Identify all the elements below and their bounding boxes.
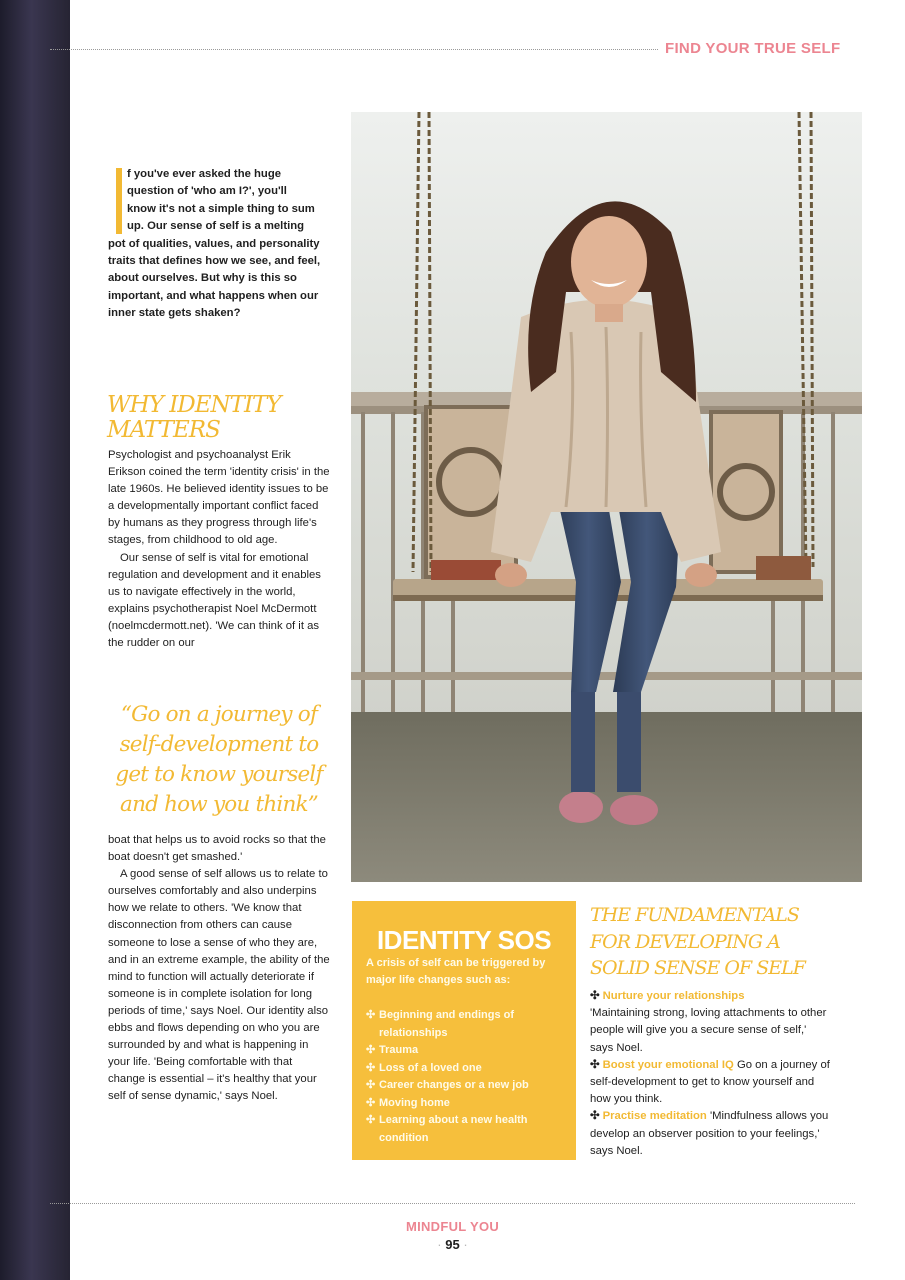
clover-bullet-icon: ✣ — [366, 1061, 376, 1074]
list-item: ✣ Career changes or a new job — [366, 1077, 571, 1095]
clover-bullet-icon: ✣ — [366, 1009, 376, 1021]
list-item — [590, 988, 830, 1057]
tip-text: 'Maintaining strong, loving attachments to other people will give you a secure sense of self,' says Noel. — [590, 1007, 827, 1054]
magazine-name: MINDFUL YOU — [405, 1219, 500, 1234]
list-item: ✣ Moving home — [366, 1095, 571, 1113]
tip-text: 'Mindfulness allows you develop an observer position to your feelings,' says Noel. — [590, 1110, 829, 1157]
sos-list — [366, 1007, 571, 1147]
header-dotted-rule — [50, 49, 658, 50]
list-item — [590, 1108, 830, 1160]
footer-dotted-rule — [50, 1203, 855, 1204]
identity-sos-box — [352, 901, 576, 1160]
magazine-spine — [0, 0, 70, 1280]
clover-bullet-icon: ✣ — [366, 1096, 376, 1109]
tip-title: Boost your emotional IQ — [602, 1058, 734, 1071]
fundamentals-list — [590, 988, 830, 1160]
intro-line-4: up. Our sense of self is a melting — [127, 220, 305, 233]
intro-rest: pot of qualities, values, and personality traits that defines how we see, and feel, about ourselves. But why is this so important, and what happens when our inner state gets shaken? — [108, 237, 321, 320]
page-number-line: · 95 · — [437, 1237, 468, 1252]
sos-title: IDENTITY SOS — [376, 925, 552, 955]
intro-line-2: question of 'who am I?', you'll — [127, 185, 287, 198]
pull-quote: “Go on a journey of self-development to get to know yourself and how you think” — [115, 702, 323, 817]
clover-bullet-icon: ✣ — [366, 1079, 376, 1091]
why-paragraph-2: Our sense of self is vital for emotional regulation and development and it enables us to navigate effectively in the world, explains psychotherapist Noel McDermott (noelmcdermott.net). 'We can think of it as the rudder on our — [108, 551, 321, 650]
clover-bullet-icon: ✣ — [366, 1044, 376, 1056]
clover-bullet-icon: ✣ — [590, 990, 600, 1002]
why-paragraph-1: Psychologist and psychoanalyst Erik Erikson coined the term 'identity crisis' in the late 1960s. He believed identity issues to be a developmentally important conflict faced by humans as they progress through life's stages, from childhood to old age. — [108, 449, 330, 547]
section-title: FIND YOUR TRUE SELF — [665, 40, 841, 57]
list-item: ✣ Loss of a loved one — [366, 1060, 571, 1078]
list-item: ✣ Beginning and endings of relationships — [366, 1009, 515, 1039]
sos-subtitle: A crisis of self can be triggered by major life changes such as: — [366, 957, 546, 986]
clover-bullet-icon: ✣ — [366, 1114, 376, 1126]
body-paragraph-2: A good sense of self allows us to relate to ourselves comfortably and also underpins how we relate to others. 'We know that disconnection from others can cause someone to lose a sense of who they are, and in an extreme example, the ability of the mind to function will actually deteriorate if someone is in complete isolation for long periods of time,' says Noel. Our identity also ebbs and flows depending on who you are surrounded by and what is happening in your life. 'Being comfortable with that change is essential – it's healthy that your self of sense dynamic,' says Noel. — [108, 868, 330, 1103]
photo-woman-on-swing — [351, 112, 862, 882]
tip-title: Practise meditation — [602, 1110, 707, 1123]
why-body — [108, 447, 330, 652]
continued-body — [108, 832, 330, 1106]
page-number: 95 — [445, 1237, 460, 1252]
tip-text: Go on a journey of self-development to get to know yourself and how you think. — [590, 1058, 830, 1106]
list-item: ✣ Trauma — [366, 1042, 571, 1060]
tip-title: Nurture your relationships — [602, 990, 745, 1002]
list-item: ✣ Learning about a new health condition — [366, 1114, 528, 1144]
clover-bullet-icon: ✣ — [590, 1110, 600, 1123]
fundamentals-heading: THE FUNDAMENTALS FOR DEVELOPING A SOLID SENSE OF SELF — [590, 904, 805, 979]
intro-line-1: f you've ever asked the huge — [127, 168, 281, 180]
body-paragraph-1: boat that helps us to avoid rocks so that the boat doesn't get smashed.' — [108, 834, 326, 864]
why-identity-heading: WHY IDENTITY MATTERS — [107, 392, 281, 443]
intro-paragraph — [108, 166, 330, 323]
clover-bullet-icon: ✣ — [590, 1058, 600, 1071]
list-item — [590, 1057, 830, 1109]
intro-line-3: know it's not a simple thing to sum — [127, 202, 315, 215]
